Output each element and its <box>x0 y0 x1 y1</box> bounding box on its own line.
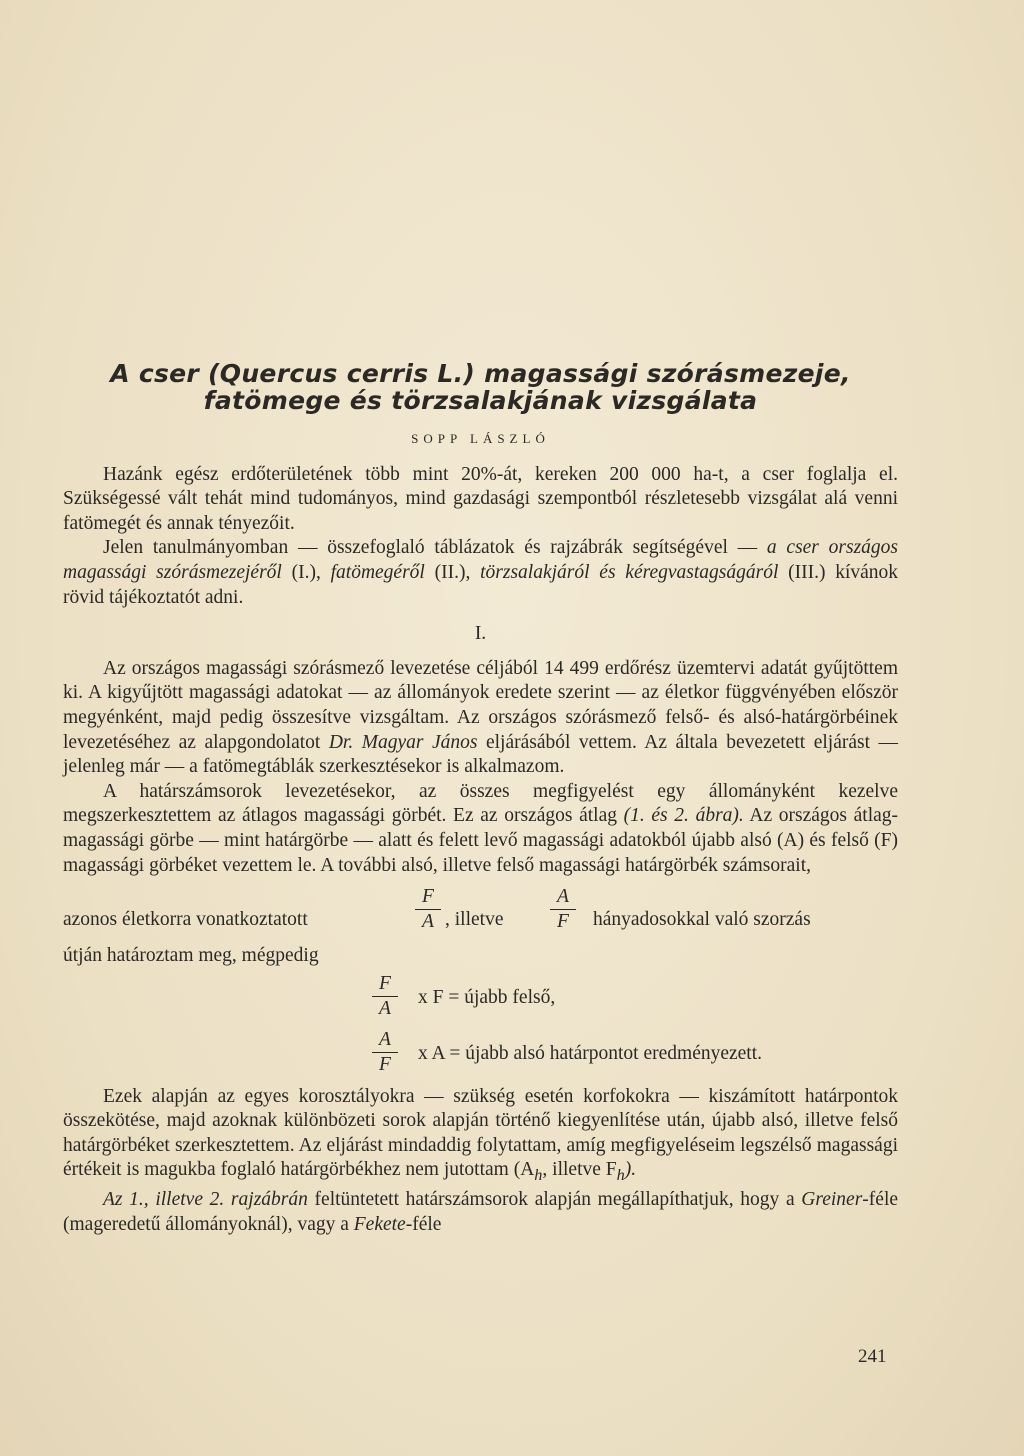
section1-paragraph-4 <box>63 1188 898 1237</box>
italic-run: (1. és 2. ábra). <box>623 805 744 827</box>
text-run: ). <box>624 1159 637 1181</box>
fraction-numerator: A <box>379 1028 391 1050</box>
text-run: Ezek alapján az egyes korosztályokra — szükség esetén korfokokra — kiszámított határpontok összekötése, majd azoknak különbözeti sorok alapján történő kiegyenlítése után, újabb alsó, illetve felső határgörbéket szerkesztettem. Az eljárást mindaddig folytattam, amíg megfigyeléseim legszélső magassági értékeit is magukba foglaló határgörbékhez nem jutottam (A <box>63 1085 898 1181</box>
italic-run: Fekete <box>353 1213 406 1235</box>
text-run: (III.) kívánok rövid tájékoztatót adni. <box>63 561 899 608</box>
article-title <box>63 360 898 414</box>
text-run: A határszámsorok levezetésekor, az összes megfigyelést egy állományként kezelve megszerkesztettem az átlagos magassági görbét. Ez az országos átlag <box>63 780 898 827</box>
title-line-2: fatömege és törzsalakjának vizsgálata <box>203 386 758 415</box>
fraction-bar <box>372 1052 398 1053</box>
article-body <box>63 360 898 1237</box>
equation-upper-text: x F = újabb felső, <box>418 986 556 1008</box>
text-run: Jelen tanulmányomban — összefoglaló táblázatok és rajzábrák segítségével — <box>103 537 758 559</box>
page-number: 241 <box>858 1346 887 1367</box>
subscript: h <box>616 1166 625 1185</box>
section1-paragraph-2 <box>63 780 898 878</box>
fraction-numerator: F <box>422 886 434 908</box>
fraction-a-over-f <box>548 886 578 933</box>
italic-run: törzsalakjáról és kéregvastagságáról <box>480 561 779 583</box>
fraction-numerator: F <box>379 972 391 994</box>
text-run: (I.), <box>291 561 321 583</box>
fraction-denominator: F <box>379 1053 391 1075</box>
text-run: -féle <box>405 1213 442 1235</box>
italic-run: Az 1., illetve 2. rajzábrán <box>103 1188 308 1210</box>
fraction-text-3: hányadosokkal való szorzás <box>593 909 811 931</box>
italic-run: a cser országos magassági szórásmezejéről <box>63 537 899 583</box>
italic-run: fatömegéről <box>330 561 425 583</box>
fraction-a-over-f <box>370 1029 400 1076</box>
fraction-text-1: azonos életkorra vonatkoztatott <box>63 909 308 931</box>
fraction-sentence <box>63 878 898 946</box>
equation-upper <box>63 969 898 1027</box>
fraction-bar <box>550 909 576 910</box>
section1-paragraph-1 <box>63 657 898 780</box>
equation-lower-text: x A = újabb alsó határpontot eredményezett. <box>418 1042 763 1064</box>
author-name: SOPP LÁSZLÓ <box>411 431 550 446</box>
text-run: feltüntetett határszámsorok alapján megállapíthatjuk, hogy a <box>314 1188 795 1210</box>
italic-run: Greiner <box>801 1188 863 1210</box>
text-run: , illetve F <box>542 1159 617 1181</box>
section-number: I. <box>474 623 487 645</box>
equation-lower <box>63 1027 898 1085</box>
fraction-numerator: A <box>557 886 569 908</box>
text-run: -féle (mageredetű állományoknál), vagy a <box>63 1188 899 1235</box>
text-run: eljárásából vettem. Az általa bevezetett eljárást — jelenleg már — a fatömegtáblák szerkesztésekor is alkalmazom. <box>63 731 899 778</box>
fraction-bar <box>415 909 441 910</box>
fraction-denominator: F <box>557 911 569 933</box>
fraction-f-over-a <box>370 973 400 1020</box>
title-line-1: A cser (Quercus cerris L.) magassági szórásmezeje, <box>110 359 851 388</box>
fraction-denominator: A <box>379 997 391 1019</box>
intro-paragraph-2 <box>63 536 898 610</box>
subscript: h <box>534 1166 543 1185</box>
fraction-bar <box>372 996 398 997</box>
fraction-text-2: , illetve <box>445 909 504 931</box>
section1-paragraph-3 <box>63 1085 898 1188</box>
text-run: Az országos átlag-magassági görbe — mint határgörbe — alatt és felett levő magassági adatokból újabb alsó (A) és felső (F) magassági görbéket vezettem le. A további alsó, illetve felső magassági határgörbék számsorait, <box>63 805 899 876</box>
italic-run: Dr. Magyar János <box>328 731 478 753</box>
fraction-denominator: A <box>422 911 434 933</box>
fraction-text-4: útján határoztam meg, mégpedig <box>63 945 319 967</box>
text-run: Az országos magassági szórásmező levezetése céljából 14 499 erdőrész üzemtervi adatát gyűjtöttem ki. A kigyűjtött magassági adatokat — az állományok eredete szerint — az életkor függvényében először megyénként, majd pedig összesítve vizsgáltam. Az országos szórásmező felső- és alsó-határgörbéinek levezetéséhez az alapgondolatot <box>63 657 898 753</box>
fraction-f-over-a <box>413 886 443 933</box>
text-run: (II.), <box>434 561 471 583</box>
intro-paragraph-1: Hazánk egész erdőterületének több mint 20%-át, kereken 200 000 ha-t, a cser foglalja el. Szükségessé vált tehát mind tudományos, mind gazdasági szempontból részletesebb vizsgálat alá venni fatömegét és annak tényezőit. <box>63 463 898 534</box>
